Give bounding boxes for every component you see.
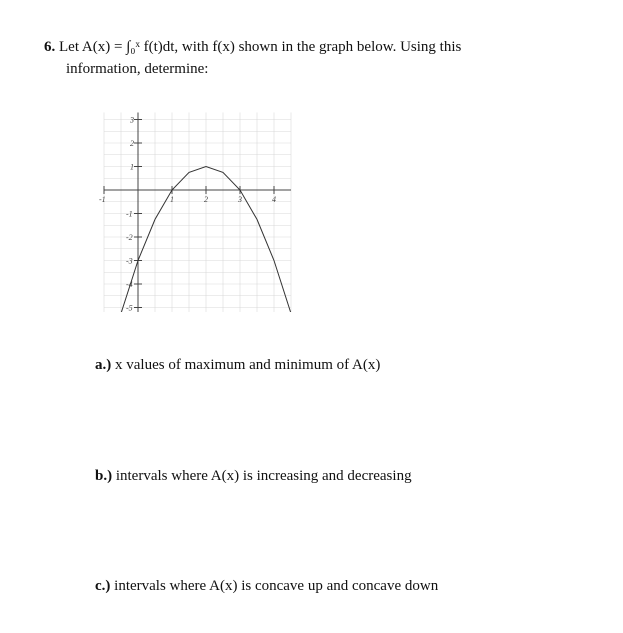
x-tick-label: 2	[204, 195, 208, 204]
part-c-text: intervals where A(x) is concave up and concave down	[114, 578, 439, 594]
problem-number: 6.	[44, 39, 56, 55]
part-b	[95, 466, 412, 486]
y-tick-label: -2	[126, 233, 133, 242]
problem-text-line1: Let A(x) = ∫₀ˣ f(t)dt, with f(x) shown in the graph below. Using this	[59, 39, 462, 55]
part-a-text: x values of maximum and minimum of A(x)	[115, 357, 381, 373]
problem-statement	[44, 36, 604, 80]
y-tick-label: 2	[130, 139, 134, 148]
function-graph	[95, 92, 310, 312]
x-tick-label: -1	[99, 195, 106, 204]
part-a	[95, 355, 380, 375]
x-tick-label: 3	[238, 195, 242, 204]
part-c	[95, 576, 438, 596]
part-b-label: b.)	[95, 468, 113, 484]
part-c-label: c.)	[95, 578, 111, 594]
y-tick-label: 3	[130, 115, 134, 125]
x-tick-label: 1	[170, 195, 174, 204]
y-tick-label: -3	[126, 256, 133, 266]
part-b-text: intervals where A(x) is increasing and decreasing	[115, 468, 412, 484]
x-tick-label: 4	[272, 195, 276, 204]
problem-text-line2: information, determine:	[66, 61, 209, 77]
y-tick-label: 1	[130, 162, 134, 172]
y-tick-label: -1	[126, 209, 133, 219]
part-a-label: a.)	[95, 357, 112, 373]
y-tick-label: -5	[126, 303, 133, 312]
y-tick-label: -4	[126, 280, 133, 289]
